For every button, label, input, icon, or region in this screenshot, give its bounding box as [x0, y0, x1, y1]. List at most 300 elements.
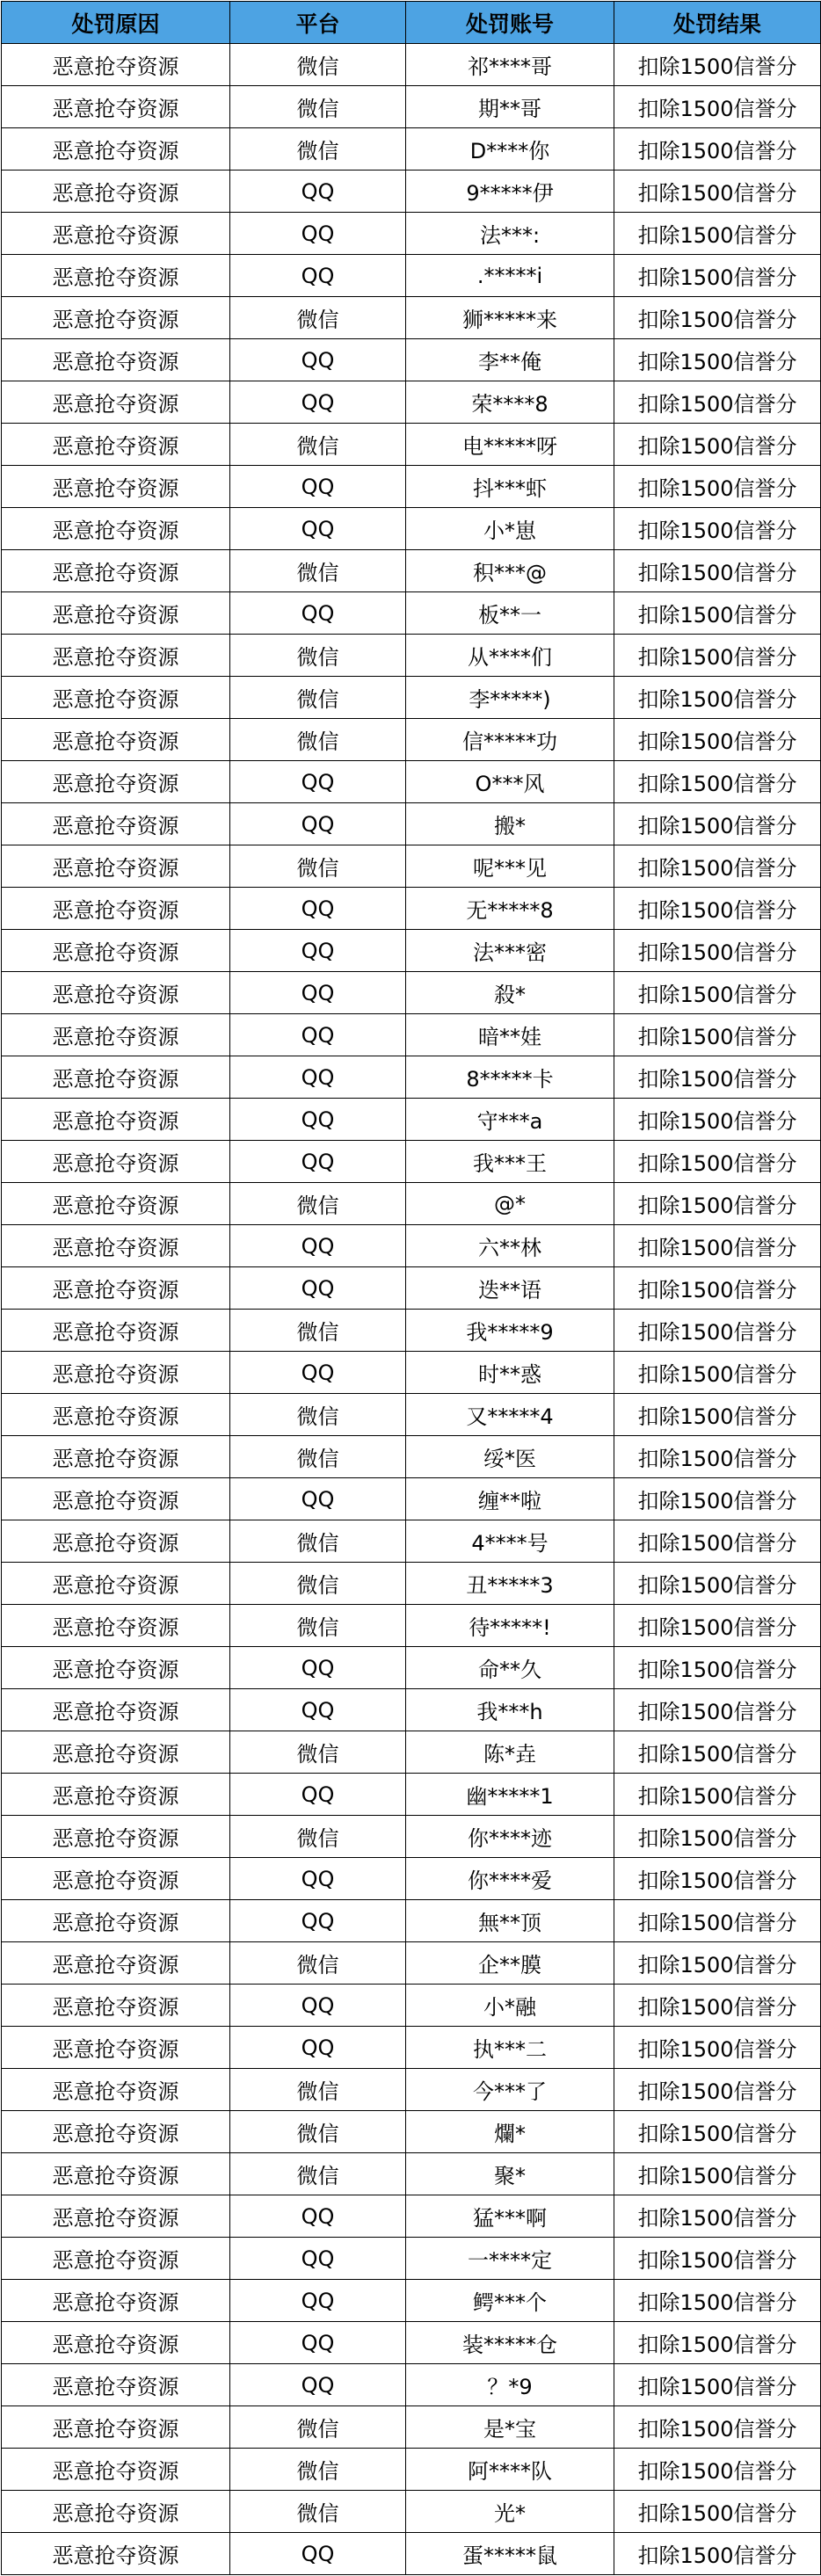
- table-row: [2, 1394, 821, 1436]
- result-cell: 扣除1500信誉分: [614, 508, 821, 550]
- account-cell: 绥*医: [406, 1436, 614, 1478]
- result-cell: 扣除1500信誉分: [614, 2195, 821, 2238]
- platform-cell: 微信: [230, 1520, 406, 1563]
- platform-cell: QQ: [230, 213, 406, 255]
- result-cell: 扣除1500信誉分: [614, 1985, 821, 2027]
- platform-cell: QQ: [230, 1774, 406, 1816]
- table-row: [2, 1520, 821, 1563]
- result-cell: 扣除1500信誉分: [614, 2069, 821, 2111]
- account-cell: 搬*: [406, 803, 614, 845]
- table-row: [2, 635, 821, 677]
- reason-cell: 恶意抢夺资源: [2, 44, 230, 86]
- table-row: [2, 1014, 821, 1056]
- table-row: [2, 1267, 821, 1310]
- account-cell: 小*融: [406, 1985, 614, 2027]
- table-row: [2, 1774, 821, 1816]
- platform-cell: 微信: [230, 128, 406, 171]
- table-row: [2, 1900, 821, 1942]
- reason-cell: 恶意抢夺资源: [2, 1310, 230, 1352]
- table-row: [2, 2111, 821, 2153]
- table-row: [2, 550, 821, 592]
- platform-cell: 微信: [230, 635, 406, 677]
- table-row: [2, 845, 821, 888]
- platform-cell: QQ: [230, 1056, 406, 1099]
- account-cell: 企**膜: [406, 1942, 614, 1985]
- table-row: [2, 86, 821, 128]
- platform-cell: 微信: [230, 2111, 406, 2153]
- account-cell: 法***密: [406, 930, 614, 972]
- account-cell: 期**哥: [406, 86, 614, 128]
- reason-cell: 恶意抢夺资源: [2, 2153, 230, 2195]
- result-cell: 扣除1500信誉分: [614, 1816, 821, 1858]
- reason-cell: 恶意抢夺资源: [2, 1985, 230, 2027]
- table-body: [2, 44, 821, 2575]
- reason-cell: 恶意抢夺资源: [2, 381, 230, 424]
- table-row: [2, 2069, 821, 2111]
- result-cell: 扣除1500信誉分: [614, 424, 821, 466]
- account-cell: @*: [406, 1183, 614, 1225]
- reason-cell: 恶意抢夺资源: [2, 1858, 230, 1900]
- result-cell: 扣除1500信誉分: [614, 1689, 821, 1731]
- result-cell: 扣除1500信誉分: [614, 2533, 821, 2575]
- result-cell: 扣除1500信誉分: [614, 2027, 821, 2069]
- reason-cell: 恶意抢夺资源: [2, 1731, 230, 1774]
- platform-cell: QQ: [230, 1099, 406, 1141]
- table-row: [2, 297, 821, 339]
- platform-cell: QQ: [230, 2238, 406, 2280]
- account-cell: 电*****呀: [406, 424, 614, 466]
- account-cell: 装*****仓: [406, 2322, 614, 2364]
- platform-cell: 微信: [230, 424, 406, 466]
- reason-cell: 恶意抢夺资源: [2, 550, 230, 592]
- result-cell: 扣除1500信誉分: [614, 2364, 821, 2406]
- account-cell: 4****号: [406, 1520, 614, 1563]
- platform-cell: 微信: [230, 2406, 406, 2449]
- table-row: [2, 424, 821, 466]
- table-row: [2, 2238, 821, 2280]
- reason-cell: 恶意抢夺资源: [2, 803, 230, 845]
- header-account: 处罚账号: [406, 2, 614, 44]
- account-cell: 板**一: [406, 592, 614, 635]
- account-cell: .*****i: [406, 255, 614, 297]
- platform-cell: QQ: [230, 1352, 406, 1394]
- platform-cell: QQ: [230, 1647, 406, 1689]
- platform-cell: 微信: [230, 1605, 406, 1647]
- account-cell: 你****迹: [406, 1816, 614, 1858]
- reason-cell: 恶意抢夺资源: [2, 972, 230, 1014]
- reason-cell: 恶意抢夺资源: [2, 1394, 230, 1436]
- platform-cell: QQ: [230, 1267, 406, 1310]
- account-cell: 六**林: [406, 1225, 614, 1267]
- table-row: [2, 1141, 821, 1183]
- platform-cell: QQ: [230, 1478, 406, 1520]
- account-cell: 無**顶: [406, 1900, 614, 1942]
- reason-cell: 恶意抢夺资源: [2, 1225, 230, 1267]
- platform-cell: QQ: [230, 2533, 406, 2575]
- account-cell: 迭**语: [406, 1267, 614, 1310]
- account-cell: 蛋*****鼠: [406, 2533, 614, 2575]
- account-cell: 抖***虾: [406, 466, 614, 508]
- result-cell: 扣除1500信誉分: [614, 2322, 821, 2364]
- platform-cell: 微信: [230, 2153, 406, 2195]
- account-cell: 殺*: [406, 972, 614, 1014]
- result-cell: 扣除1500信誉分: [614, 1099, 821, 1141]
- platform-cell: QQ: [230, 1225, 406, 1267]
- platform-cell: 微信: [230, 845, 406, 888]
- reason-cell: 恶意抢夺资源: [2, 171, 230, 213]
- reason-cell: 恶意抢夺资源: [2, 86, 230, 128]
- platform-cell: QQ: [230, 466, 406, 508]
- reason-cell: 恶意抢夺资源: [2, 339, 230, 381]
- result-cell: 扣除1500信誉分: [614, 2491, 821, 2533]
- reason-cell: 恶意抢夺资源: [2, 1183, 230, 1225]
- account-cell: 时**惑: [406, 1352, 614, 1394]
- result-cell: 扣除1500信誉分: [614, 677, 821, 719]
- table-row: [2, 972, 821, 1014]
- platform-cell: QQ: [230, 1689, 406, 1731]
- table-row: [2, 1942, 821, 1985]
- platform-cell: QQ: [230, 930, 406, 972]
- reason-cell: 恶意抢夺资源: [2, 1099, 230, 1141]
- result-cell: 扣除1500信誉分: [614, 550, 821, 592]
- account-cell: 信*****功: [406, 719, 614, 761]
- reason-cell: 恶意抢夺资源: [2, 255, 230, 297]
- result-cell: 扣除1500信誉分: [614, 1520, 821, 1563]
- table-row: [2, 2195, 821, 2238]
- account-cell: 积***@: [406, 550, 614, 592]
- table-row: [2, 466, 821, 508]
- platform-cell: QQ: [230, 1141, 406, 1183]
- account-cell: 你****爱: [406, 1858, 614, 1900]
- platform-cell: 微信: [230, 86, 406, 128]
- table-row: [2, 1731, 821, 1774]
- reason-cell: 恶意抢夺资源: [2, 719, 230, 761]
- result-cell: 扣除1500信誉分: [614, 1056, 821, 1099]
- account-cell: 呢***见: [406, 845, 614, 888]
- result-cell: 扣除1500信誉分: [614, 1478, 821, 1520]
- table-row: [2, 2322, 821, 2364]
- reason-cell: 恶意抢夺资源: [2, 2449, 230, 2491]
- result-cell: 扣除1500信誉分: [614, 1942, 821, 1985]
- platform-cell: QQ: [230, 761, 406, 803]
- account-cell: 一****定: [406, 2238, 614, 2280]
- account-cell: 今***了: [406, 2069, 614, 2111]
- result-cell: 扣除1500信誉分: [614, 1858, 821, 1900]
- result-cell: 扣除1500信誉分: [614, 213, 821, 255]
- account-cell: 鳄***个: [406, 2280, 614, 2322]
- result-cell: 扣除1500信誉分: [614, 2111, 821, 2153]
- reason-cell: 恶意抢夺资源: [2, 1900, 230, 1942]
- platform-cell: QQ: [230, 2322, 406, 2364]
- reason-cell: 恶意抢夺资源: [2, 1478, 230, 1520]
- account-cell: 光*: [406, 2491, 614, 2533]
- reason-cell: 恶意抢夺资源: [2, 1436, 230, 1478]
- platform-cell: QQ: [230, 803, 406, 845]
- result-cell: 扣除1500信誉分: [614, 466, 821, 508]
- table-row: [2, 1099, 821, 1141]
- reason-cell: 恶意抢夺资源: [2, 2195, 230, 2238]
- table-row: [2, 1310, 821, 1352]
- result-cell: 扣除1500信誉分: [614, 845, 821, 888]
- reason-cell: 恶意抢夺资源: [2, 1520, 230, 1563]
- platform-cell: 微信: [230, 719, 406, 761]
- platform-cell: QQ: [230, 2195, 406, 2238]
- reason-cell: 恶意抢夺资源: [2, 508, 230, 550]
- result-cell: 扣除1500信誉分: [614, 1183, 821, 1225]
- result-cell: 扣除1500信誉分: [614, 1014, 821, 1056]
- platform-cell: 微信: [230, 1394, 406, 1436]
- reason-cell: 恶意抢夺资源: [2, 128, 230, 171]
- platform-cell: QQ: [230, 1014, 406, 1056]
- table-row: [2, 2027, 821, 2069]
- reason-cell: 恶意抢夺资源: [2, 2406, 230, 2449]
- platform-cell: QQ: [230, 171, 406, 213]
- reason-cell: 恶意抢夺资源: [2, 1689, 230, 1731]
- reason-cell: 恶意抢夺资源: [2, 845, 230, 888]
- table-row: [2, 255, 821, 297]
- reason-cell: 恶意抢夺资源: [2, 1563, 230, 1605]
- reason-cell: 恶意抢夺资源: [2, 2111, 230, 2153]
- result-cell: 扣除1500信誉分: [614, 719, 821, 761]
- reason-cell: 恶意抢夺资源: [2, 677, 230, 719]
- account-cell: D****你: [406, 128, 614, 171]
- reason-cell: 恶意抢夺资源: [2, 1647, 230, 1689]
- table-row: [2, 128, 821, 171]
- reason-cell: 恶意抢夺资源: [2, 635, 230, 677]
- table-row: [2, 930, 821, 972]
- reason-cell: 恶意抢夺资源: [2, 2238, 230, 2280]
- result-cell: 扣除1500信誉分: [614, 128, 821, 171]
- reason-cell: 恶意抢夺资源: [2, 2491, 230, 2533]
- result-cell: 扣除1500信誉分: [614, 592, 821, 635]
- platform-cell: QQ: [230, 1900, 406, 1942]
- result-cell: 扣除1500信誉分: [614, 635, 821, 677]
- platform-cell: 微信: [230, 1816, 406, 1858]
- platform-cell: QQ: [230, 972, 406, 1014]
- account-cell: 阿****队: [406, 2449, 614, 2491]
- result-cell: 扣除1500信誉分: [614, 44, 821, 86]
- platform-cell: QQ: [230, 255, 406, 297]
- account-cell: 幽*****1: [406, 1774, 614, 1816]
- account-cell: 法***:: [406, 213, 614, 255]
- table-row: [2, 1605, 821, 1647]
- platform-cell: 微信: [230, 1563, 406, 1605]
- account-cell: 是*宝: [406, 2406, 614, 2449]
- result-cell: 扣除1500信誉分: [614, 930, 821, 972]
- table-header-row: [2, 2, 821, 44]
- table-row: [2, 803, 821, 845]
- table-row: [2, 2491, 821, 2533]
- account-cell: 守***a: [406, 1099, 614, 1141]
- reason-cell: 恶意抢夺资源: [2, 1141, 230, 1183]
- result-cell: 扣除1500信誉分: [614, 1225, 821, 1267]
- table-row: [2, 592, 821, 635]
- reason-cell: 恶意抢夺资源: [2, 592, 230, 635]
- account-cell: 丑*****3: [406, 1563, 614, 1605]
- account-cell: ？*9: [406, 2364, 614, 2406]
- result-cell: 扣除1500信誉分: [614, 86, 821, 128]
- table-row: [2, 1225, 821, 1267]
- account-cell: 我***王: [406, 1141, 614, 1183]
- table-row: [2, 1183, 821, 1225]
- table-row: [2, 719, 821, 761]
- result-cell: 扣除1500信誉分: [614, 381, 821, 424]
- account-cell: 狮*****来: [406, 297, 614, 339]
- result-cell: 扣除1500信誉分: [614, 888, 821, 930]
- account-cell: 执***二: [406, 2027, 614, 2069]
- reason-cell: 恶意抢夺资源: [2, 424, 230, 466]
- result-cell: 扣除1500信誉分: [614, 972, 821, 1014]
- table-row: [2, 2533, 821, 2575]
- table-row: [2, 1647, 821, 1689]
- reason-cell: 恶意抢夺资源: [2, 1774, 230, 1816]
- table-row: [2, 508, 821, 550]
- account-cell: 无*****8: [406, 888, 614, 930]
- table-row: [2, 1563, 821, 1605]
- account-cell: 荣****8: [406, 381, 614, 424]
- account-cell: 猛***啊: [406, 2195, 614, 2238]
- reason-cell: 恶意抢夺资源: [2, 297, 230, 339]
- result-cell: 扣除1500信誉分: [614, 171, 821, 213]
- result-cell: 扣除1500信誉分: [614, 1436, 821, 1478]
- table-row: [2, 677, 821, 719]
- result-cell: 扣除1500信誉分: [614, 255, 821, 297]
- platform-cell: QQ: [230, 339, 406, 381]
- account-cell: 暗**娃: [406, 1014, 614, 1056]
- reason-cell: 恶意抢夺资源: [2, 1942, 230, 1985]
- table-row: [2, 2153, 821, 2195]
- table-row: [2, 1352, 821, 1394]
- reason-cell: 恶意抢夺资源: [2, 1056, 230, 1099]
- table-row: [2, 213, 821, 255]
- result-cell: 扣除1500信誉分: [614, 1310, 821, 1352]
- account-cell: 又*****4: [406, 1394, 614, 1436]
- platform-cell: QQ: [230, 381, 406, 424]
- account-cell: 缠**啦: [406, 1478, 614, 1520]
- result-cell: 扣除1500信誉分: [614, 1647, 821, 1689]
- account-cell: 待*****!: [406, 1605, 614, 1647]
- result-cell: 扣除1500信誉分: [614, 2153, 821, 2195]
- account-cell: 陈*垚: [406, 1731, 614, 1774]
- account-cell: 从****们: [406, 635, 614, 677]
- header-platform: 平台: [230, 2, 406, 44]
- result-cell: 扣除1500信誉分: [614, 1394, 821, 1436]
- penalty-table: [1, 1, 821, 2575]
- result-cell: 扣除1500信誉分: [614, 1731, 821, 1774]
- account-cell: 李*****): [406, 677, 614, 719]
- account-cell: 小*崽: [406, 508, 614, 550]
- result-cell: 扣除1500信誉分: [614, 2238, 821, 2280]
- table-row: [2, 1056, 821, 1099]
- table-row: [2, 2449, 821, 2491]
- platform-cell: 微信: [230, 677, 406, 719]
- platform-cell: 微信: [230, 297, 406, 339]
- platform-cell: 微信: [230, 1183, 406, 1225]
- table-row: [2, 44, 821, 86]
- platform-cell: QQ: [230, 2364, 406, 2406]
- result-cell: 扣除1500信誉分: [614, 297, 821, 339]
- reason-cell: 恶意抢夺资源: [2, 2069, 230, 2111]
- header-reason: 处罚原因: [2, 2, 230, 44]
- reason-cell: 恶意抢夺资源: [2, 2364, 230, 2406]
- platform-cell: QQ: [230, 888, 406, 930]
- platform-cell: QQ: [230, 2027, 406, 2069]
- account-cell: 9*****伊: [406, 171, 614, 213]
- result-cell: 扣除1500信誉分: [614, 1900, 821, 1942]
- reason-cell: 恶意抢夺资源: [2, 466, 230, 508]
- reason-cell: 恶意抢夺资源: [2, 1014, 230, 1056]
- account-cell: 我*****9: [406, 1310, 614, 1352]
- table-row: [2, 2280, 821, 2322]
- account-cell: 祁****哥: [406, 44, 614, 86]
- reason-cell: 恶意抢夺资源: [2, 1352, 230, 1394]
- platform-cell: 微信: [230, 1942, 406, 1985]
- result-cell: 扣除1500信誉分: [614, 1605, 821, 1647]
- table-row: [2, 171, 821, 213]
- platform-cell: 微信: [230, 2491, 406, 2533]
- reason-cell: 恶意抢夺资源: [2, 1816, 230, 1858]
- table-row: [2, 1816, 821, 1858]
- account-cell: 命**久: [406, 1647, 614, 1689]
- table-row: [2, 381, 821, 424]
- reason-cell: 恶意抢夺资源: [2, 2533, 230, 2575]
- header-result: 处罚结果: [614, 2, 821, 44]
- result-cell: 扣除1500信誉分: [614, 1563, 821, 1605]
- table-row: [2, 1985, 821, 2027]
- reason-cell: 恶意抢夺资源: [2, 888, 230, 930]
- result-cell: 扣除1500信誉分: [614, 2406, 821, 2449]
- result-cell: 扣除1500信誉分: [614, 1352, 821, 1394]
- result-cell: 扣除1500信誉分: [614, 1267, 821, 1310]
- reason-cell: 恶意抢夺资源: [2, 1605, 230, 1647]
- reason-cell: 恶意抢夺资源: [2, 2280, 230, 2322]
- account-cell: O***风: [406, 761, 614, 803]
- table-row: [2, 339, 821, 381]
- platform-cell: 微信: [230, 1436, 406, 1478]
- table-row: [2, 761, 821, 803]
- platform-cell: QQ: [230, 1985, 406, 2027]
- platform-cell: 微信: [230, 2449, 406, 2491]
- result-cell: 扣除1500信誉分: [614, 2280, 821, 2322]
- platform-cell: QQ: [230, 2280, 406, 2322]
- platform-cell: 微信: [230, 1310, 406, 1352]
- reason-cell: 恶意抢夺资源: [2, 2027, 230, 2069]
- result-cell: 扣除1500信誉分: [614, 1141, 821, 1183]
- table-row: [2, 2364, 821, 2406]
- account-cell: 爛*: [406, 2111, 614, 2153]
- result-cell: 扣除1500信誉分: [614, 2449, 821, 2491]
- reason-cell: 恶意抢夺资源: [2, 2322, 230, 2364]
- platform-cell: QQ: [230, 508, 406, 550]
- reason-cell: 恶意抢夺资源: [2, 761, 230, 803]
- account-cell: 聚*: [406, 2153, 614, 2195]
- reason-cell: 恶意抢夺资源: [2, 1267, 230, 1310]
- reason-cell: 恶意抢夺资源: [2, 930, 230, 972]
- table-row: [2, 1478, 821, 1520]
- result-cell: 扣除1500信誉分: [614, 339, 821, 381]
- platform-cell: 微信: [230, 550, 406, 592]
- platform-cell: 微信: [230, 44, 406, 86]
- result-cell: 扣除1500信誉分: [614, 761, 821, 803]
- table-row: [2, 888, 821, 930]
- platform-cell: 微信: [230, 1731, 406, 1774]
- account-cell: 我***h: [406, 1689, 614, 1731]
- table-row: [2, 2406, 821, 2449]
- platform-cell: 微信: [230, 2069, 406, 2111]
- result-cell: 扣除1500信誉分: [614, 1774, 821, 1816]
- table-row: [2, 1858, 821, 1900]
- platform-cell: QQ: [230, 592, 406, 635]
